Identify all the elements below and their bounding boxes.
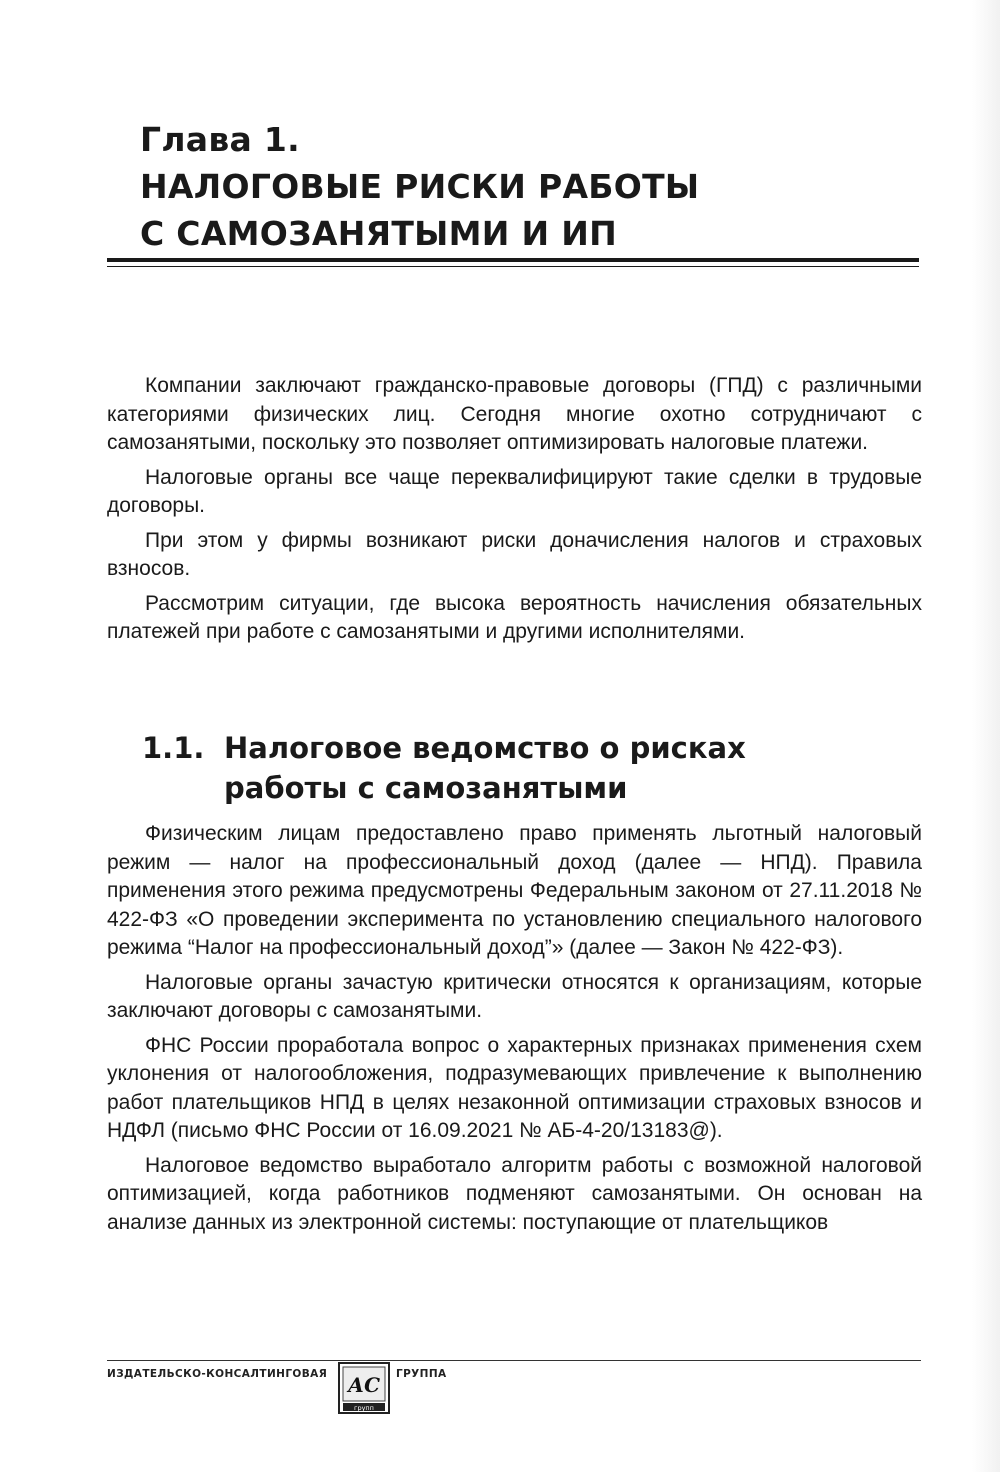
intro-paragraph: При этом у фирмы возникают риски доначисления налогов и страховых взносов. bbox=[107, 528, 922, 580]
section-title-line-1: Налоговое ведомство о рисках bbox=[224, 731, 746, 765]
publisher-name-right: ГРУППА bbox=[396, 1368, 447, 1380]
section-paragraph: Налоговые органы зачастую критически относятся к организациям, которые заключают договоры с самозанятыми. bbox=[107, 970, 922, 1022]
intro-text bbox=[107, 372, 922, 653]
intro-paragraph: Компании заключают гражданско-правовые договоры (ГПД) с различными категориями физических лиц. Сегодня многие охотно сотрудничают с самозанятыми, поскольку это позволяет оптимизировать налоговые платежи. bbox=[107, 374, 922, 454]
section-paragraph: ФНС России проработала вопрос о характерных признаках применения схем уклонения от налогообложения, подразумевающих привлечение к выполнению работ плательщиков НПД в целях незаконной оптимизации страховых взносов и НДФЛ (письмо ФНС России от 16.09.2021 № АБ-4-20/13183@). bbox=[107, 1033, 922, 1142]
section-text bbox=[107, 820, 922, 1243]
section-paragraph: Физическим лицам предоставлено право применять льготный налоговый режим — налог на профессиональный доход (далее — НПД). Правила применения этого режима предусмотрены Федеральным законом от 27.11.2018 № 422-ФЗ «О проведении эксперимента по установлению специального налогового режима “Налог на профессиональный доход”» (далее — Закон № 422-ФЗ). bbox=[107, 822, 922, 959]
chapter-title-line-1: НАЛОГОВЫЕ РИСКИ РАБОТЫ bbox=[140, 167, 700, 206]
chapter-title-line-2: С САМОЗАНЯТЫМИ И ИП bbox=[140, 214, 618, 253]
chapter-number: Глава 1. bbox=[140, 120, 301, 159]
footer-rule bbox=[107, 1360, 921, 1361]
section-paragraph: Налоговое ведомство выработало алгоритм работы с возможной налоговой оптимизацией, когда работников подменяют самозанятыми. Он основан на анализе данных из электронной системы: поступающие от плательщиков bbox=[107, 1153, 922, 1234]
page-edge-shadow bbox=[972, 0, 1000, 1472]
publisher-logo bbox=[338, 1362, 390, 1414]
chapter-title bbox=[140, 116, 920, 257]
intro-paragraph: Рассмотрим ситуации, где высока вероятность начисления обязательных платежей при работе с самозанятыми и другими исполнителями. bbox=[107, 591, 922, 643]
publisher-name-left: ИЗДАТЕЛЬСКО-КОНСАЛТИНГОВАЯ bbox=[107, 1368, 328, 1380]
chapter-rule-thin bbox=[107, 266, 919, 267]
intro-paragraph: Налоговые органы все чаще переквалифицируют такие сделки в трудовые договоры. bbox=[107, 465, 922, 517]
chapter-rule-thick bbox=[107, 258, 919, 262]
section-number: 1.1. bbox=[142, 731, 205, 765]
logo-caption: групп bbox=[354, 1404, 374, 1412]
section-heading bbox=[142, 728, 902, 808]
logo-mark: АС bbox=[347, 1373, 381, 1397]
section-title-line-2: работы с самозанятыми bbox=[224, 771, 628, 805]
